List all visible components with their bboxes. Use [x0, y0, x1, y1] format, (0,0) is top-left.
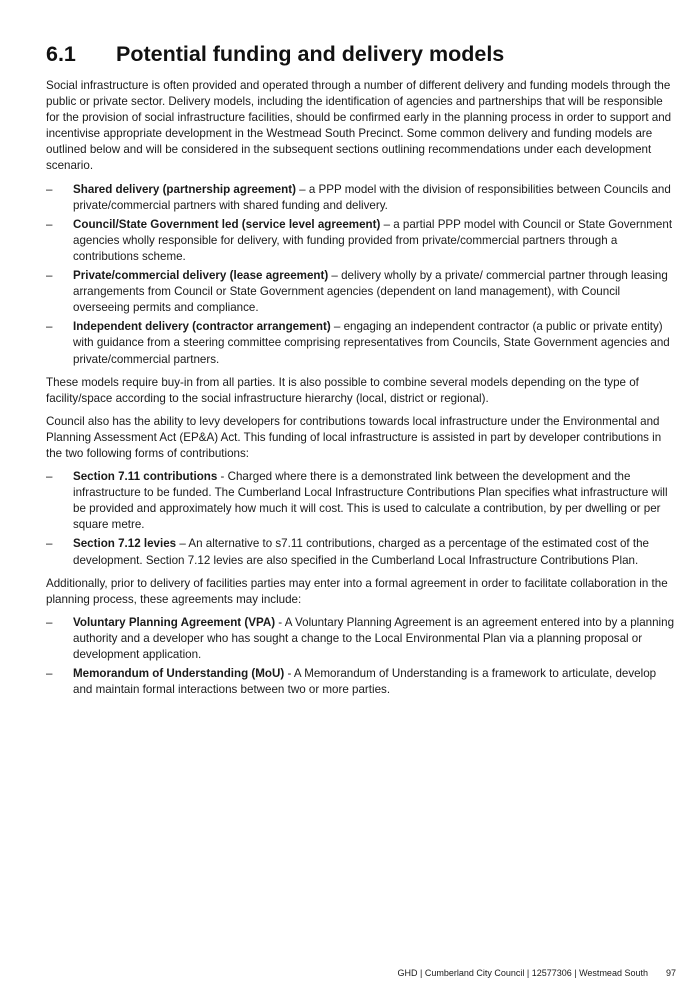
list-item [46, 666, 676, 698]
list-item [46, 268, 676, 316]
list-item [46, 536, 676, 568]
item-title: Council/State Government led (service level agreement) [73, 217, 381, 231]
item-text: – a PPP model with the division of responsibilities between Councils and private/commercial partners with shared funding and delivery. [73, 182, 671, 212]
item-text: - A Voluntary Planning Agreement is an agreement entered into by a planning authority and a developer who has sought a change to the Local Environmental Plan via a planning proposal or development application. [73, 615, 675, 661]
item-title: Shared delivery (partnership agreement) [73, 182, 296, 196]
delivery-models-list [46, 182, 676, 368]
agreements-paragraph: Additionally, prior to delivery of facilities parties may enter into a formal agreement in order to facilitate collaboration in the planning process, these agreements may include: [46, 576, 668, 606]
item-title: Voluntary Planning Agreement (VPA) [73, 615, 276, 629]
list-item [46, 469, 676, 533]
intro-paragraph: Social infrastructure is often provided and operated through a number of different delivery and funding models through the public or private sector. Delivery models, including the identification of agencies and partnerships that will be responsible for the provision of social infrastructure facilities, should be confirmed early in the planning process in order to support and incentivise appropriate development in the Westmead South Precinct. Some common delivery and funding models are outlined below and will be considered in the subsequent sections outlining recommendations under each development scenario. [46, 79, 672, 173]
dash-bullet: – [46, 667, 53, 681]
section-title: Potential funding and delivery models [116, 42, 505, 66]
list-item [46, 615, 676, 663]
dash-bullet: – [46, 615, 53, 629]
item-text: – delivery wholly by a private/ commercial partner through leasing arrangements from Council or State Government agencies (dependent on land management), with Council overseeing permits and compliance. [73, 269, 668, 315]
document-page [46, 40, 676, 705]
item-text: - A Memorandum of Understanding is a framework to articulate, develop and maintain formal interactions between two or more parties. [73, 667, 657, 697]
levy-paragraph: Council also has the ability to levy developers for contributions towards local infrastructure under the Environmental and Planning Assessment Act (EP&A) Act. This funding of local infrastructure is assisted in part by developer contributions in the two following forms of contributions: [46, 414, 662, 460]
buyin-paragraph: These models require buy-in from all parties. It is also possible to combine several models depending on the type of facility/space according to the social infrastructure hierarchy (local, district or regional). [46, 375, 639, 405]
dash-bullet: – [46, 182, 53, 196]
list-item [46, 182, 676, 214]
dash-bullet: – [46, 269, 53, 283]
item-title: Private/commercial delivery (lease agreement) [73, 269, 329, 283]
item-text: - Charged where there is a demonstrated link between the development and the infrastructure to be funded. The Cumberland Local Infrastructure Contributions Plan specifies what infrastructure will be provided and approximately how much it will cost. This is used to calculate a contribution, by per dwelling or per square metre. [73, 470, 668, 532]
item-title: Section 7.12 levies [73, 537, 177, 551]
dash-bullet: – [46, 217, 53, 231]
item-title: Independent delivery (contractor arrangement) [73, 320, 331, 334]
section-number: 6.1 [46, 42, 76, 66]
dash-bullet: – [46, 320, 53, 334]
list-item [46, 319, 676, 367]
list-item [46, 217, 676, 265]
section-heading [46, 40, 676, 68]
item-text: – An alternative to s7.11 contributions, charged as a percentage of the estimated cost of the development. Section 7.12 levies are also specified in the Cumberland Local Infrastructure Contributions Plan. [73, 537, 649, 567]
page-number: 97 [665, 968, 676, 978]
dash-bullet: – [46, 470, 53, 484]
item-title: Memorandum of Understanding (MoU) [73, 667, 285, 681]
item-text: – engaging an independent contractor (a public or private entity) with guidance from a steering committee comprising representatives from Councils, State Government agencies and private/commercial partners. [73, 320, 670, 366]
page-footer [0, 967, 676, 979]
item-title: Section 7.11 contributions [73, 470, 218, 484]
agreements-list [46, 615, 676, 698]
footer-text: GHD | Cumberland City Council | 12577306 | Westmead South [397, 968, 648, 978]
item-text: – a partial PPP model with Council or State Government agencies wholly responsible for delivery, with funding provided from private/commercial partners through a contributions scheme. [73, 217, 673, 263]
dash-bullet: – [46, 537, 53, 551]
contributions-list [46, 469, 676, 569]
